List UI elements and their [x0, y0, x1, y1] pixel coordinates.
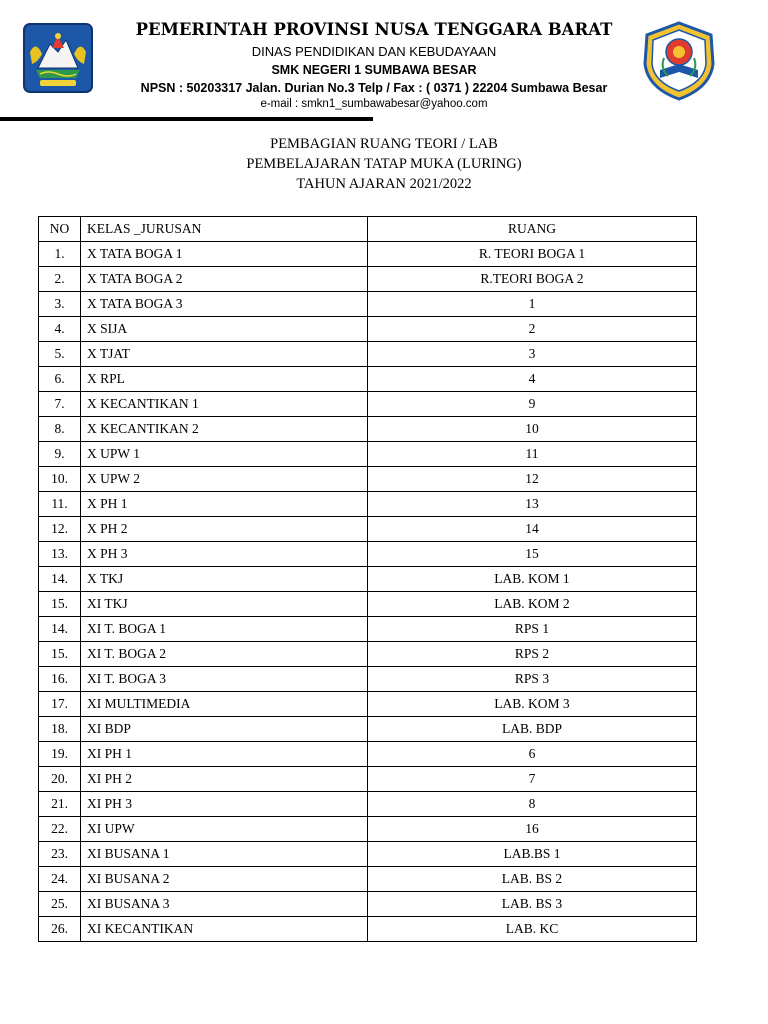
row-room: RPS 1: [368, 617, 697, 642]
row-number: 1.: [39, 242, 81, 267]
row-class: X TJAT: [81, 342, 368, 367]
row-room: RPS 2: [368, 642, 697, 667]
row-room: R.TEORI BOGA 2: [368, 267, 697, 292]
row-number: 14.: [39, 567, 81, 592]
table-row: [39, 417, 697, 442]
table-row: [39, 517, 697, 542]
table-row: [39, 692, 697, 717]
row-room: 7: [368, 767, 697, 792]
row-room: LAB.BS 1: [368, 842, 697, 867]
table-row: [39, 567, 697, 592]
row-room: 1: [368, 292, 697, 317]
letterhead: [0, 0, 768, 125]
table-row: [39, 917, 697, 942]
header-kelas: KELAS _JURUSAN: [81, 217, 368, 242]
row-class: X RPL: [81, 367, 368, 392]
school-name: SMK NEGERI 1 SUMBAWA BESAR: [271, 63, 477, 77]
row-room: R. TEORI BOGA 1: [368, 242, 697, 267]
row-class: XI KECANTIKAN: [81, 917, 368, 942]
row-room: 3: [368, 342, 697, 367]
row-class: X PH 3: [81, 542, 368, 567]
row-number: 16.: [39, 667, 81, 692]
letterhead-rule: [0, 117, 373, 121]
row-class: XI BDP: [81, 717, 368, 742]
row-number: 23.: [39, 842, 81, 867]
row-number: 4.: [39, 317, 81, 342]
table-row: [39, 642, 697, 667]
row-class: XI MULTIMEDIA: [81, 692, 368, 717]
table-row: [39, 842, 697, 867]
row-room: 10: [368, 417, 697, 442]
row-room: 11: [368, 442, 697, 467]
row-number: 2.: [39, 267, 81, 292]
row-room: 16: [368, 817, 697, 842]
table-row: [39, 742, 697, 767]
school-emblem-icon: [638, 20, 720, 102]
row-room: 12: [368, 467, 697, 492]
row-class: X TATA BOGA 3: [81, 292, 368, 317]
row-number: 11.: [39, 492, 81, 517]
row-number: 13.: [39, 542, 81, 567]
row-class: XI TKJ: [81, 592, 368, 617]
row-class: XI BUSANA 1: [81, 842, 368, 867]
row-class: X UPW 2: [81, 467, 368, 492]
row-room: LAB. BS 3: [368, 892, 697, 917]
row-class: XI T. BOGA 1: [81, 617, 368, 642]
table-row: [39, 392, 697, 417]
table-row: [39, 667, 697, 692]
header-no: NO: [39, 217, 81, 242]
row-number: 7.: [39, 392, 81, 417]
row-number: 18.: [39, 717, 81, 742]
table-row: [39, 892, 697, 917]
row-class: XI T. BOGA 2: [81, 642, 368, 667]
table-row: [39, 467, 697, 492]
table-row: [39, 242, 697, 267]
row-room: 15: [368, 542, 697, 567]
table-row: [39, 817, 697, 842]
school-address: NPSN : 50203317 Jalan. Durian No.3 Telp / Fax : ( 0371 ) 22204 Sumbawa Besar: [140, 81, 608, 95]
row-number: 19.: [39, 742, 81, 767]
school-email: e-mail : smkn1_sumbawabesar@yahoo.com: [260, 98, 488, 110]
row-room: 14: [368, 517, 697, 542]
row-number: 6.: [39, 367, 81, 392]
table-row: [39, 542, 697, 567]
header-ruang: RUANG: [368, 217, 697, 242]
row-number: 9.: [39, 442, 81, 467]
row-room: LAB. BDP: [368, 717, 697, 742]
row-room: LAB. BS 2: [368, 867, 697, 892]
row-class: X SIJA: [81, 317, 368, 342]
row-class: X TATA BOGA 1: [81, 242, 368, 267]
table-row: [39, 767, 697, 792]
row-number: 15.: [39, 642, 81, 667]
row-class: XI PH 3: [81, 792, 368, 817]
table-header-row: [39, 217, 697, 242]
row-number: 5.: [39, 342, 81, 367]
table-row: [39, 717, 697, 742]
row-room: LAB. KOM 1: [368, 567, 697, 592]
row-class: X TATA BOGA 2: [81, 267, 368, 292]
row-number: 12.: [39, 517, 81, 542]
row-room: 6: [368, 742, 697, 767]
department-name: DINAS PENDIDIKAN DAN KEBUDAYAAN: [251, 44, 497, 59]
row-class: X TKJ: [81, 567, 368, 592]
government-name: PEMERINTAH PROVINSI NUSA TENGGARA BARAT: [135, 20, 613, 39]
table-row: [39, 867, 697, 892]
room-allocation-table: [38, 216, 697, 942]
row-class: X KECANTIKAN 1: [81, 392, 368, 417]
row-number: 14.: [39, 617, 81, 642]
row-class: XI PH 2: [81, 767, 368, 792]
table-row: [39, 617, 697, 642]
academic-year: TAHUN AJARAN 2021/2022: [296, 176, 472, 192]
row-room: 4: [368, 367, 697, 392]
row-number: 17.: [39, 692, 81, 717]
row-room: 13: [368, 492, 697, 517]
table-row: [39, 317, 697, 342]
row-room: 8: [368, 792, 697, 817]
row-class: X UPW 1: [81, 442, 368, 467]
table-row: [39, 367, 697, 392]
row-class: XI BUSANA 2: [81, 867, 368, 892]
row-number: 22.: [39, 817, 81, 842]
row-class: XI BUSANA 3: [81, 892, 368, 917]
row-class: XI T. BOGA 3: [81, 667, 368, 692]
table-row: [39, 442, 697, 467]
row-class: XI UPW: [81, 817, 368, 842]
row-number: 24.: [39, 867, 81, 892]
row-number: 21.: [39, 792, 81, 817]
row-number: 25.: [39, 892, 81, 917]
row-room: RPS 3: [368, 667, 697, 692]
row-class: X PH 2: [81, 517, 368, 542]
row-number: 3.: [39, 292, 81, 317]
row-room: 2: [368, 317, 697, 342]
row-number: 26.: [39, 917, 81, 942]
row-class: X PH 1: [81, 492, 368, 517]
row-number: 20.: [39, 767, 81, 792]
row-class: XI PH 1: [81, 742, 368, 767]
row-room: LAB. KC: [368, 917, 697, 942]
table-row: [39, 792, 697, 817]
table-row: [39, 592, 697, 617]
document-title: PEMBAGIAN RUANG TEORI / LAB: [270, 136, 498, 152]
row-number: 15.: [39, 592, 81, 617]
row-number: 10.: [39, 467, 81, 492]
row-number: 8.: [39, 417, 81, 442]
row-class: X KECANTIKAN 2: [81, 417, 368, 442]
provincial-emblem-icon: [22, 22, 94, 94]
table-row: [39, 492, 697, 517]
document-subtitle: PEMBELAJARAN TATAP MUKA (LURING): [246, 156, 522, 172]
table-row: [39, 342, 697, 367]
row-room: 9: [368, 392, 697, 417]
table-row: [39, 292, 697, 317]
row-room: LAB. KOM 2: [368, 592, 697, 617]
row-room: LAB. KOM 3: [368, 692, 697, 717]
table-row: [39, 267, 697, 292]
